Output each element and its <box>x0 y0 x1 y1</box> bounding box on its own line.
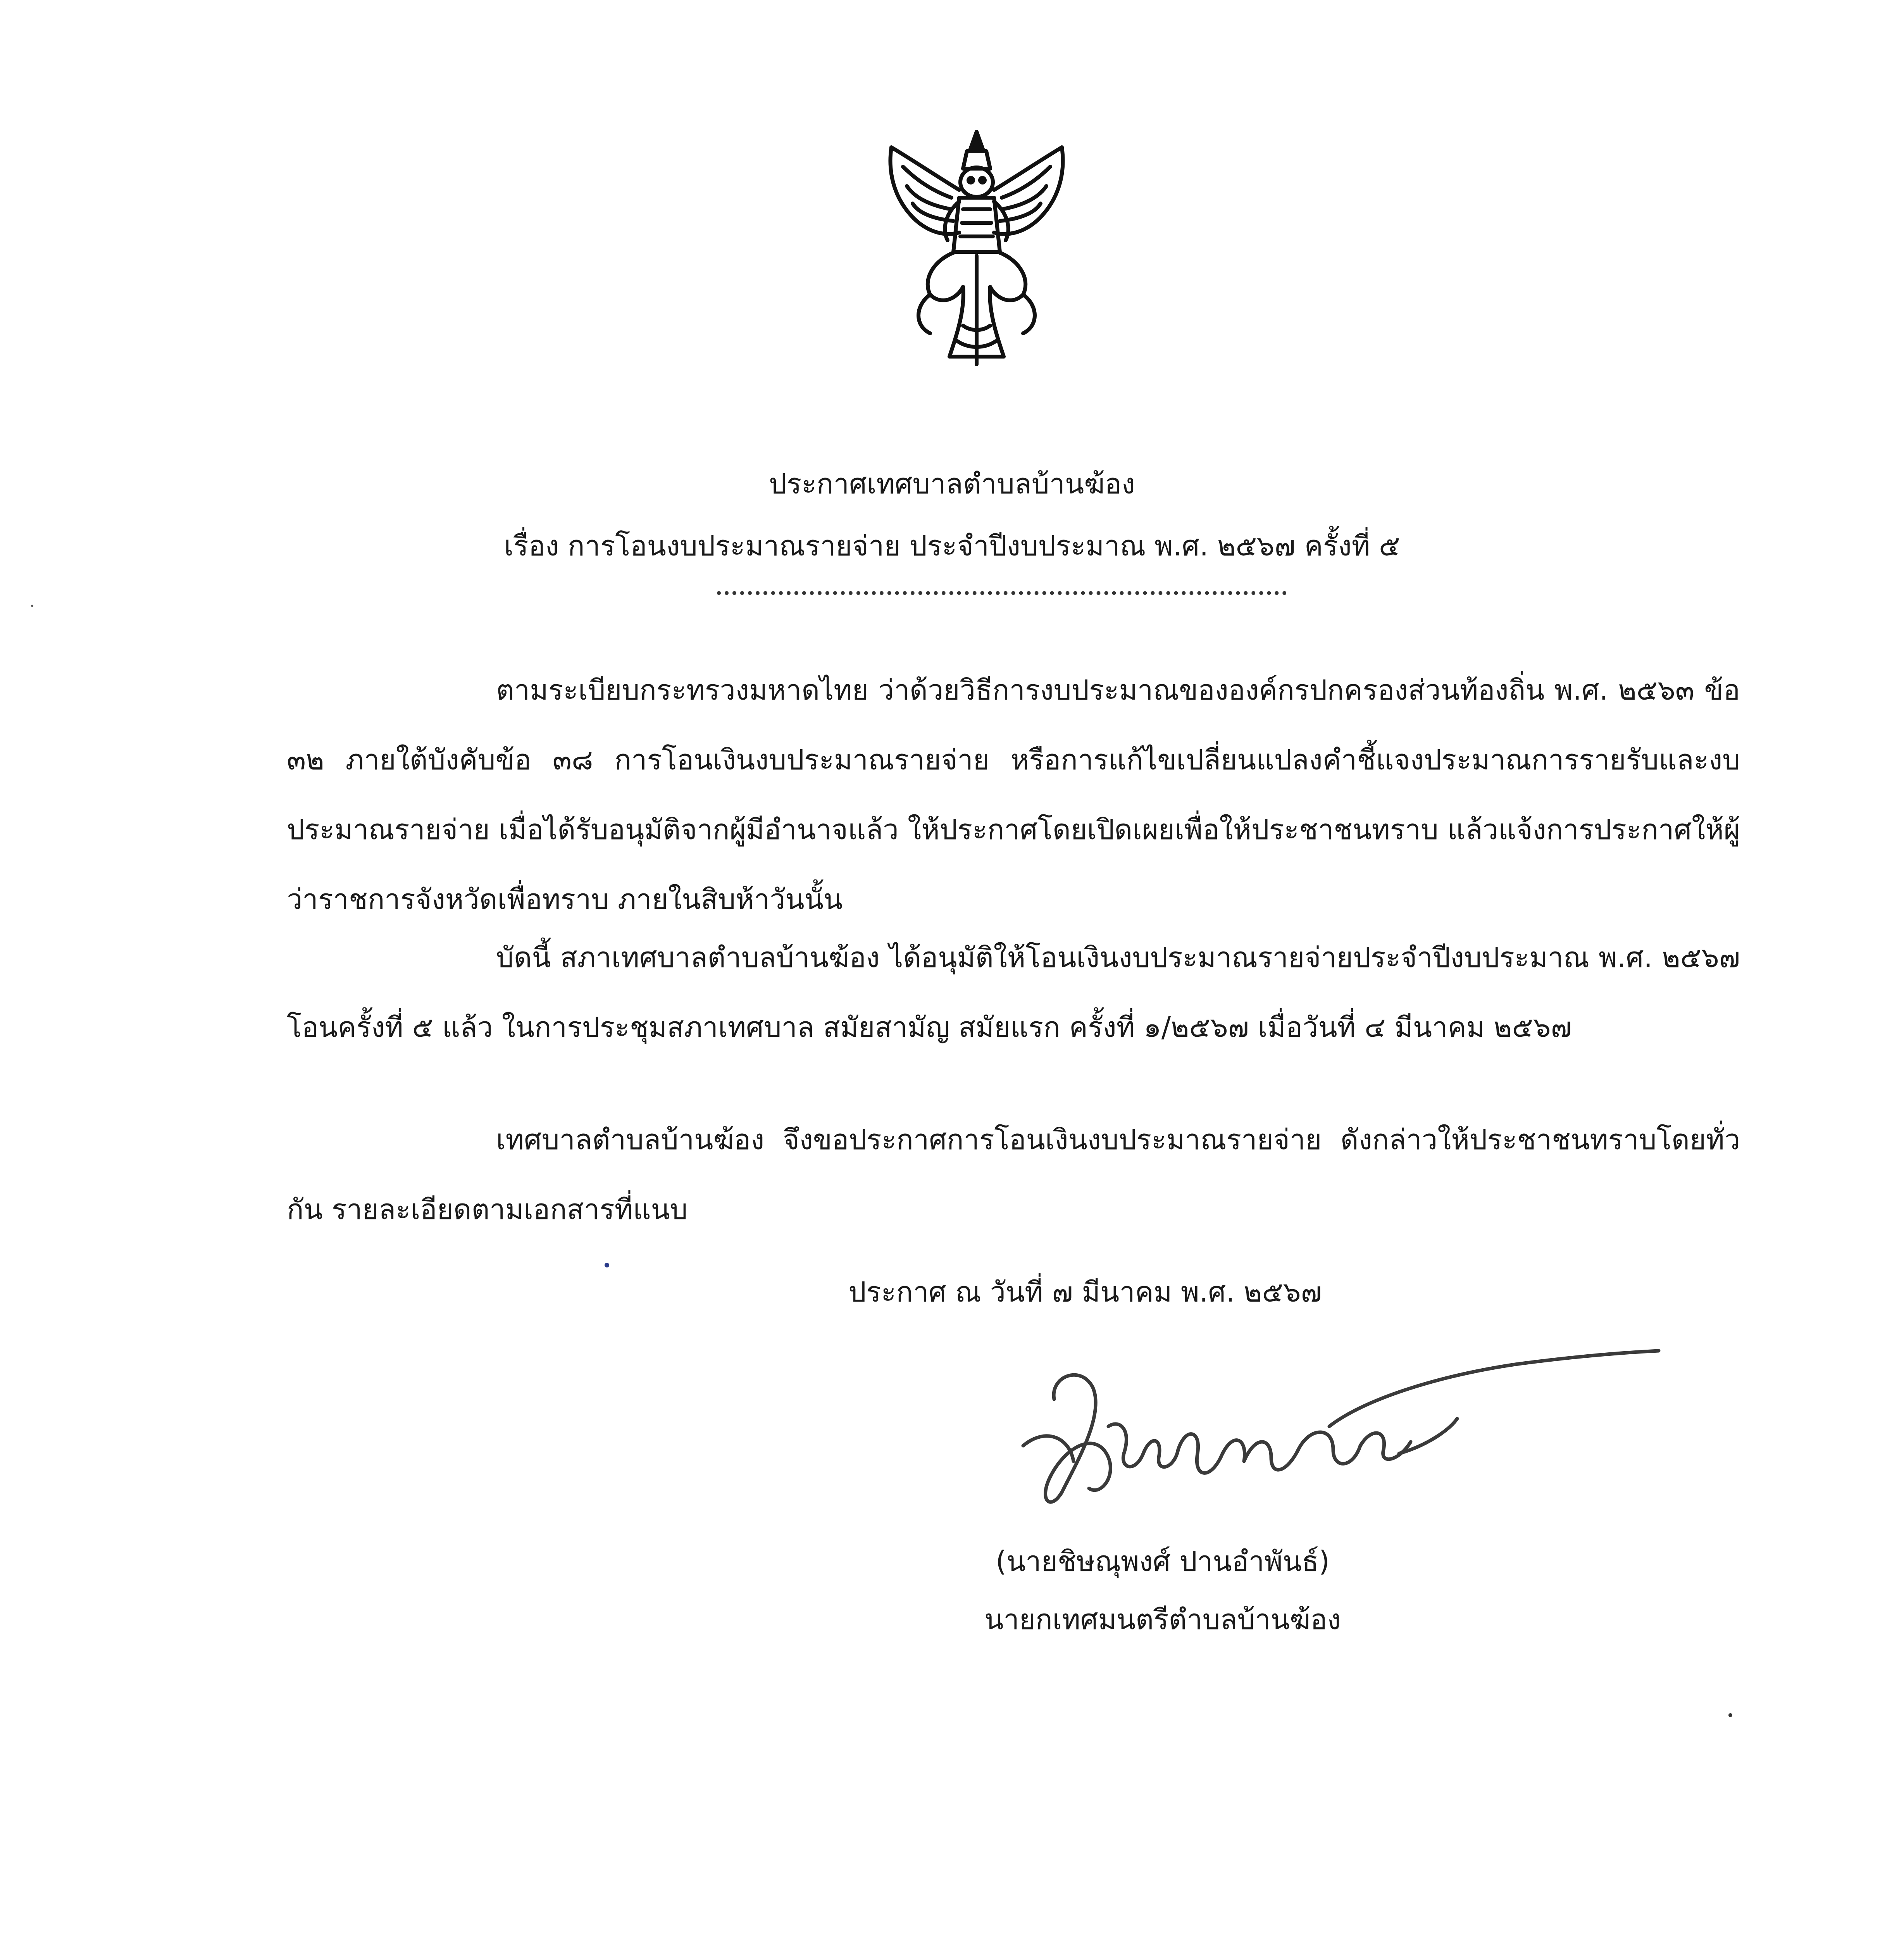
document-subject: เรื่อง การโอนงบประมาณรายจ่าย ประจำปีงบประมาณ พ.ศ. ๒๕๖๗ ครั้งที่ ๕ <box>504 529 1400 562</box>
handwritten-signature <box>992 1329 1670 1570</box>
signer-name: (นายชิษณุพงศ์ ปานอำพันธ์) <box>996 1545 1330 1578</box>
garuda-emblem-icon <box>880 124 1073 380</box>
body-paragraph: ตามระเบียบกระทรวงมหาดไทย ว่าด้วยวิธีการงบประมาณขององค์กรปกครองส่วนท้องถิ่น พ.ศ. ๒๕๖๓ ข้อ ๓๒ ภายใต้บังคับข้อ ๓๘ การโอนเงินงบประมาณรายจ่าย หรือการแก้ไขเปลี่ยนแปลงคำชี้แจงประมาณการรายรับและงบประมาณรายจ่าย เมื่อได้รับอนุมัติจากผู้มีอำนาจแล้ว ให้ประกาศโดยเปิดเผยเพื่อให้ประชาชนทราบ แล้วแจ้งการประกาศให้ผู้ว่าราชการจังหวัดเพื่อทราบ ภายในสิบห้าวันนั้น <box>287 674 1740 916</box>
signer-position: นายกเทศมนตรีตำบลบ้านฆ้อง <box>984 1603 1341 1636</box>
dotted-separator <box>717 591 1287 595</box>
ink-speck <box>31 605 33 607</box>
body-paragraph: บัดนี้ สภาเทศบาลตำบลบ้านฆ้อง ได้อนุมัติให้โอนเงินงบประมาณรายจ่ายประจำปีงบประมาณ พ.ศ. ๒๕๖๗ โอนครั้งที่ ๕ แล้ว ในการประชุมสภาเทศบาล สมัยสามัญ สมัยแรก ครั้งที่ ๑/๒๕๖๗ เมื่อวันที่ ๔ มีนาคม ๒๕๖๗ <box>287 941 1740 1043</box>
ink-speck <box>1728 1713 1732 1717</box>
announcement-date: ประกาศ ณ วันที่ ๗ มีนาคม พ.ศ. ๒๕๖๗ <box>848 1276 1322 1308</box>
ink-speck <box>605 1263 609 1267</box>
document-title: ประกาศเทศบาลตำบลบ้านฆ้อง <box>769 467 1135 500</box>
body-paragraph: เทศบาลตำบลบ้านฆ้อง จึงขอประกาศการโอนเงินงบประมาณรายจ่าย ดังกล่าวให้ประชาชนทราบโดยทั่วกัน รายละเอียดตามเอกสารที่แนบ <box>287 1123 1740 1226</box>
